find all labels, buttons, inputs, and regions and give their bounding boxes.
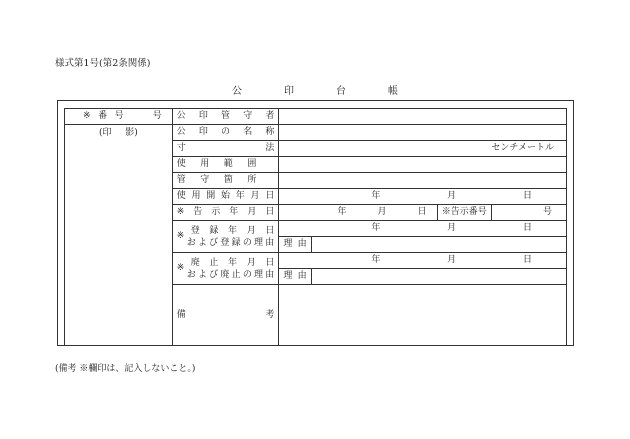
range-value[interactable]: [279, 157, 567, 173]
abolish-date-value[interactable]: 年 月 日: [279, 253, 567, 269]
name-label: 公 印 の 名 称: [172, 125, 279, 141]
notice-number-value[interactable]: 号: [491, 205, 566, 221]
start-date-value[interactable]: 年 月 日: [279, 189, 567, 205]
seal-ledger-table: [64, 108, 567, 346]
abolish-reason-value[interactable]: [311, 269, 566, 285]
title-char: 印: [284, 86, 294, 97]
notice-date-value[interactable]: 年 月 日: [279, 205, 437, 221]
notice-number-label: ※告示番号: [437, 205, 491, 221]
range-label: 使 用 範 囲: [172, 157, 279, 173]
remarks-label: 備 考: [172, 285, 279, 346]
notice-date-label: ※ 告 示 年 月 日: [172, 205, 279, 221]
remarks-value[interactable]: [279, 285, 567, 346]
title-char: 公: [232, 86, 242, 97]
name-value[interactable]: [279, 125, 567, 141]
footnote: (備考 ※欄印は、記入しないこと。): [55, 364, 196, 374]
abolish-reason-label: 理 由: [279, 269, 311, 285]
page-title: [0, 82, 630, 97]
storage-value[interactable]: [279, 173, 567, 189]
size-value[interactable]: センチメートル: [279, 141, 567, 157]
size-label: 寸 法: [172, 141, 279, 157]
title-char: 台: [336, 86, 346, 97]
title-char: 帳: [388, 86, 398, 97]
number-header-cell: ※ 番 号 号: [65, 109, 173, 125]
storage-label: 管 守 箇 所: [172, 173, 279, 189]
custodian-label: 公 印 管 守 者: [172, 109, 279, 125]
form-number-label: 様式第1号(第2条関係): [55, 58, 151, 69]
start-date-label: 使 用 開 始 年 月 日: [172, 189, 279, 205]
register-reason-label: 理 由: [279, 237, 311, 253]
custodian-value[interactable]: [279, 109, 567, 125]
stamp-impression-cell: (印 影): [65, 125, 173, 346]
register-reason-value[interactable]: [311, 237, 566, 253]
abolish-label: ※ 廃 止 年 月 日 お よ び 廃 止 の 理 由: [172, 253, 279, 285]
register-label: ※ 登 録 年 月 日 お よ び 登 録 の 理 由: [172, 221, 279, 253]
register-date-value[interactable]: 年 月 日: [279, 221, 567, 237]
